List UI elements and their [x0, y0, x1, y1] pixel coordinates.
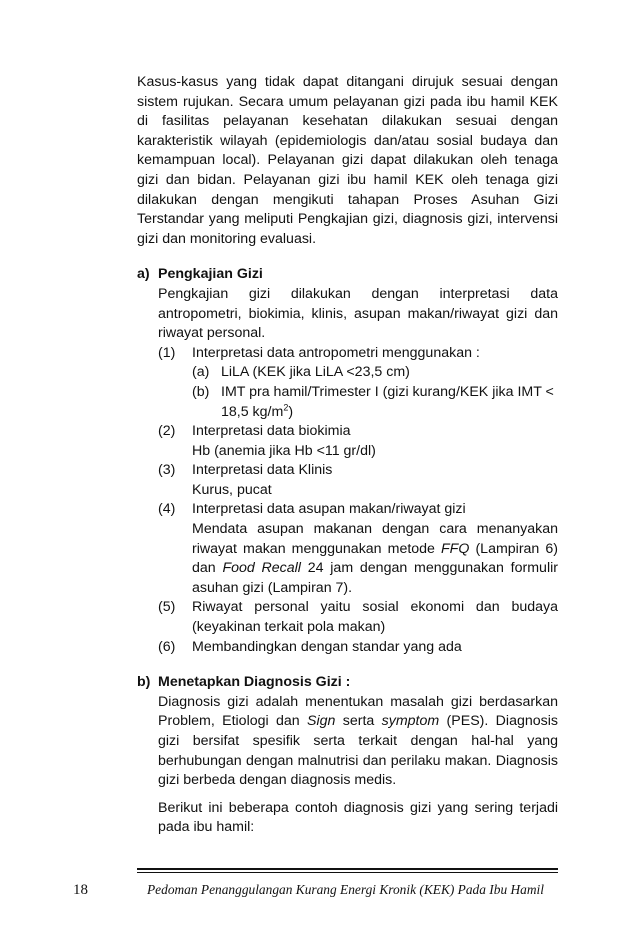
list-item-5 [158, 598, 558, 637]
item-detail: Kurus, pucat [192, 481, 272, 498]
item-text: Membandingkan dengan standar yang ada [192, 638, 462, 655]
section-b-heading [137, 673, 558, 693]
sub-item-b [192, 383, 558, 422]
page-number: 18 [73, 882, 88, 898]
item-text: Riwayat personal yaitu sosial ekonomi dan budaya (keyakinan terkait pola makan) [192, 599, 558, 636]
list-item-3 [158, 461, 558, 500]
intro-paragraph: Kasus-kasus yang tidak dapat ditangani dirujuk sesuai dengan sistem rujukan. Secara umum pelayanan gizi pada ibu hamil KEK di fasilitas pelayanan kesehatan dilakukan sesuai dengan karakteristik wilayah (epidemiologis dan/atau sosial budaya dan kemampuan local). Pelayanan gizi dapat dilakukan oleh tenaga gizi dan bidan. Pelayanan gizi ibu hamil KEK oleh tenaga gizi dilakukan dengan mengikuti tahapan Proses Asuhan Gizi Terstandar yang meliputi Pengkajian gizi, diagnosis gizi, intervensi gizi dan monitoring evaluasi. [137, 74, 558, 247]
section-b-title: Menetapkan Diagnosis Gizi : [158, 674, 351, 691]
item-text: Interpretasi data antropometri menggunakan : [192, 344, 480, 361]
footer-rule [137, 868, 558, 870]
list-item-2 [158, 422, 558, 461]
section-b-letter: b) [137, 674, 151, 691]
item-detail: Hb (anemia jika Hb <11 gr/dl) [192, 442, 376, 459]
section-b [137, 673, 558, 838]
item-number: (2) [158, 423, 176, 440]
running-title: Pedoman Penanggulangan Kurang Energi Kronik (KEK) Pada Ibu Hamil [147, 882, 544, 897]
item-number: (4) [158, 501, 176, 518]
section-a-letter: a) [137, 266, 150, 283]
item-text: Interpretasi data biokimia [192, 423, 351, 440]
footer-rule [137, 872, 558, 873]
section-a [137, 265, 558, 657]
item-number: (3) [158, 462, 176, 479]
item-text: Interpretasi data asupan makan/riwayat gizi [192, 501, 466, 518]
sub-item-text: IMT pra hamil/Trimester I (gizi kurang/KEK jika IMT < 18,5 $kg/m^2$) [221, 383, 554, 420]
item-detail: Mendata asupan makanan dengan cara menanyakan riwayat makan menggunakan metode FFQ (Lampiran 6) dan Food Recall 24 jam dengan menggunakan formulir asuhan gizi (Lampiran 7). [192, 521, 558, 596]
section-b-paragraph-2: Berikut ini beberapa contoh diagnosis gizi yang sering terjadi pada ibu hamil: [158, 799, 558, 836]
section-a-title: Pengkajian Gizi [158, 266, 263, 283]
section-a-intro: Pengkajian gizi dilakukan dengan interpretasi data antropometri, biokimia, klinis, asupan makan/riwayat gizi dan riwayat personal. [158, 285, 558, 342]
list-item-1 [158, 344, 558, 422]
item-number: (5) [158, 599, 176, 616]
item-number: (1) [158, 344, 176, 361]
item-text: Interpretasi data Klinis [192, 462, 333, 479]
item-number: (6) [158, 638, 176, 655]
list-item-6 [158, 638, 558, 658]
section-a-heading [137, 265, 558, 285]
sub-item-text: LiLA (KEK jika LiLA <23,5 cm) [221, 364, 410, 381]
sub-item-letter: (a) [192, 364, 210, 381]
section-b-paragraph-1: Diagnosis gizi adalah menentukan masalah gizi berdasarkan Problem, Etiologi dan Sign serta symptom (PES). Diagnosis gizi bersifat spesifik serta terkait dengan hal-hal yang berhubungan dengan malnutrisi dan perilaku makan. Diagnosis gizi berbeda dengan diagnosis medis. [158, 693, 558, 789]
page-content [137, 73, 558, 838]
sub-item-a [192, 363, 558, 383]
sub-item-letter: (b) [192, 383, 210, 400]
list-item-4 [158, 500, 558, 598]
